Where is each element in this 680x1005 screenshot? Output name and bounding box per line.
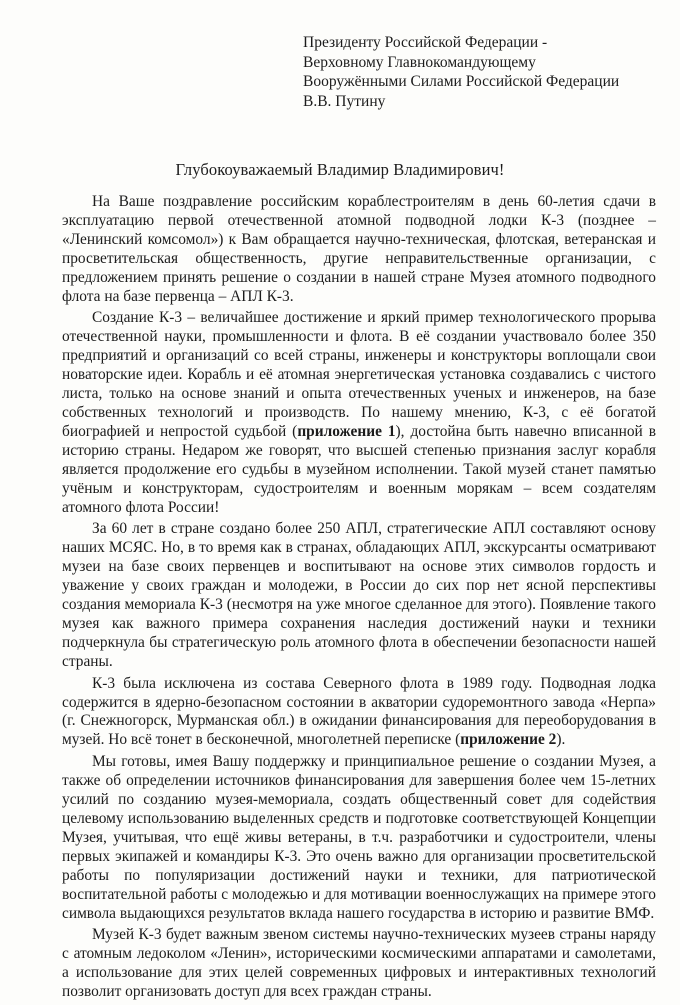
paragraph (62, 309, 656, 517)
paragraph-text: К-3 была исключена из состава Северного флота в 1989 году. Подводная лодка содержится в ядерно-безопасном состоянии в акватории судоремонтного завода «Нерпа» (г. Снежногорск, Мурманская обл.) в ожидании финансирования для переоборудования в музей. Но всё тонет в бесконечной, многолетней переписке ( (62, 674, 656, 749)
paragraph: За 60 лет в стране создано более 250 АПЛ, стратегические АПЛ составляют основу наших МСЯС. Но, в то время как в странах, обладающих АПЛ, экскурсанты осматривают музеи на базе своих первенцев и воспитывают на основе этих символов гордость и уважение у своих граждан и молодежи, в России до сих пор нет ясной перспективы создания мемориала К-3 (несмотря на уже многое сделанное для этого). Появление такого музея как важного примера сохранения наследия достижений науки и техники подчеркнула бы стратегическую роль атомного флота в обеспечении безопасности нашей страны. (62, 520, 656, 670)
addressee-line: Президенту Российской Федерации - (303, 34, 548, 51)
paragraph: Мы готовы, имея Вашу поддержку и принципиальное решение о создании Музея, а также об определении источников финансирования для завершения более чем 15-летних усилий по созданию музея-мемориала, создать общественный совет для содействия целевому использованию выделенных средств и подготовке соответствующей Концепции Музея, учитывая, что ещё живы ветераны, в т.ч. разработчики и судостроители, члены первых экипажей и командиры К-3. Это очень важно для организации просветительской работы по популяризации достижений науки и техники, для патриотической воспитательной работы с молодежью и для мотивации военнослужащих на примере этого символа выдающихся результатов вклада нашего государства в историю и развитие ВМФ. (62, 753, 656, 922)
addressee-line: Вооружёнными Силами Российской Федерации (303, 73, 620, 90)
addressee-line: Верховному Главнокомандующему (303, 53, 536, 71)
paragraph-text: ), достойна быть навечно вписанной в историю страны. Недаром же говорят, что высшей степенью признания заслуг корабля является продолжение его судьбы в музейном исполнении. Такой музей станет памятью учёным и конструкторам, судостроителям и военным морякам – всем создателям атомного флота России! (62, 422, 656, 516)
letter-body (62, 193, 656, 1005)
salutation: Глубокоуважаемый Владимир Владимирович! (175, 160, 505, 179)
appendix-reference: приложение 1 (297, 422, 396, 440)
paragraph-text: Создание К-3 – величайшее достижение и яркий пример технологического прорыва отечественной науки, промышленности и флота. В её создании участвовало более 350 предприятий и организаций со всей страны, инженеры и конструкторы воплощали свои новаторские идеи. Корабль и её атомная энергетическая установка создавались с чистого листа, только на основе знаний и опыта отечественных ученых и инженеров, на базе собственных технологий и производств. По нашему мнению, К-3, с её богатой биографией и непростой судьбой ( (62, 309, 656, 440)
paragraph: Музей К-3 будет важным звеном системы научно-технических музеев страны наряду с атомным ледоколом «Ленин», историческими космическими аппаратами и самолетами, а использование для этих целей современных цифровых и интерактивных технологий позволит организовать доступ для всех граждан страны. (62, 926, 656, 1001)
appendix-reference: приложение 2 (460, 731, 557, 749)
paragraph: На Ваше поздравление российским кораблестроителям в день 60-летия сдачи в эксплуатацию первой отечественной атомной подводной лодки К-3 (позднее – «Ленинский комсомол») к Вам обращается научно-техническая, флотская, ветеранская и просветительская общественность, другие неправительственные организации, с предложением принять решение о создании в нашей стране Музея атомного подводного флота на базе первенца – АПЛ К-3. (62, 193, 656, 305)
paragraph-text: ). (556, 731, 566, 749)
paragraph (62, 675, 656, 751)
addressee-block (303, 33, 619, 111)
addressee-line: В.В. Путину (303, 92, 386, 110)
